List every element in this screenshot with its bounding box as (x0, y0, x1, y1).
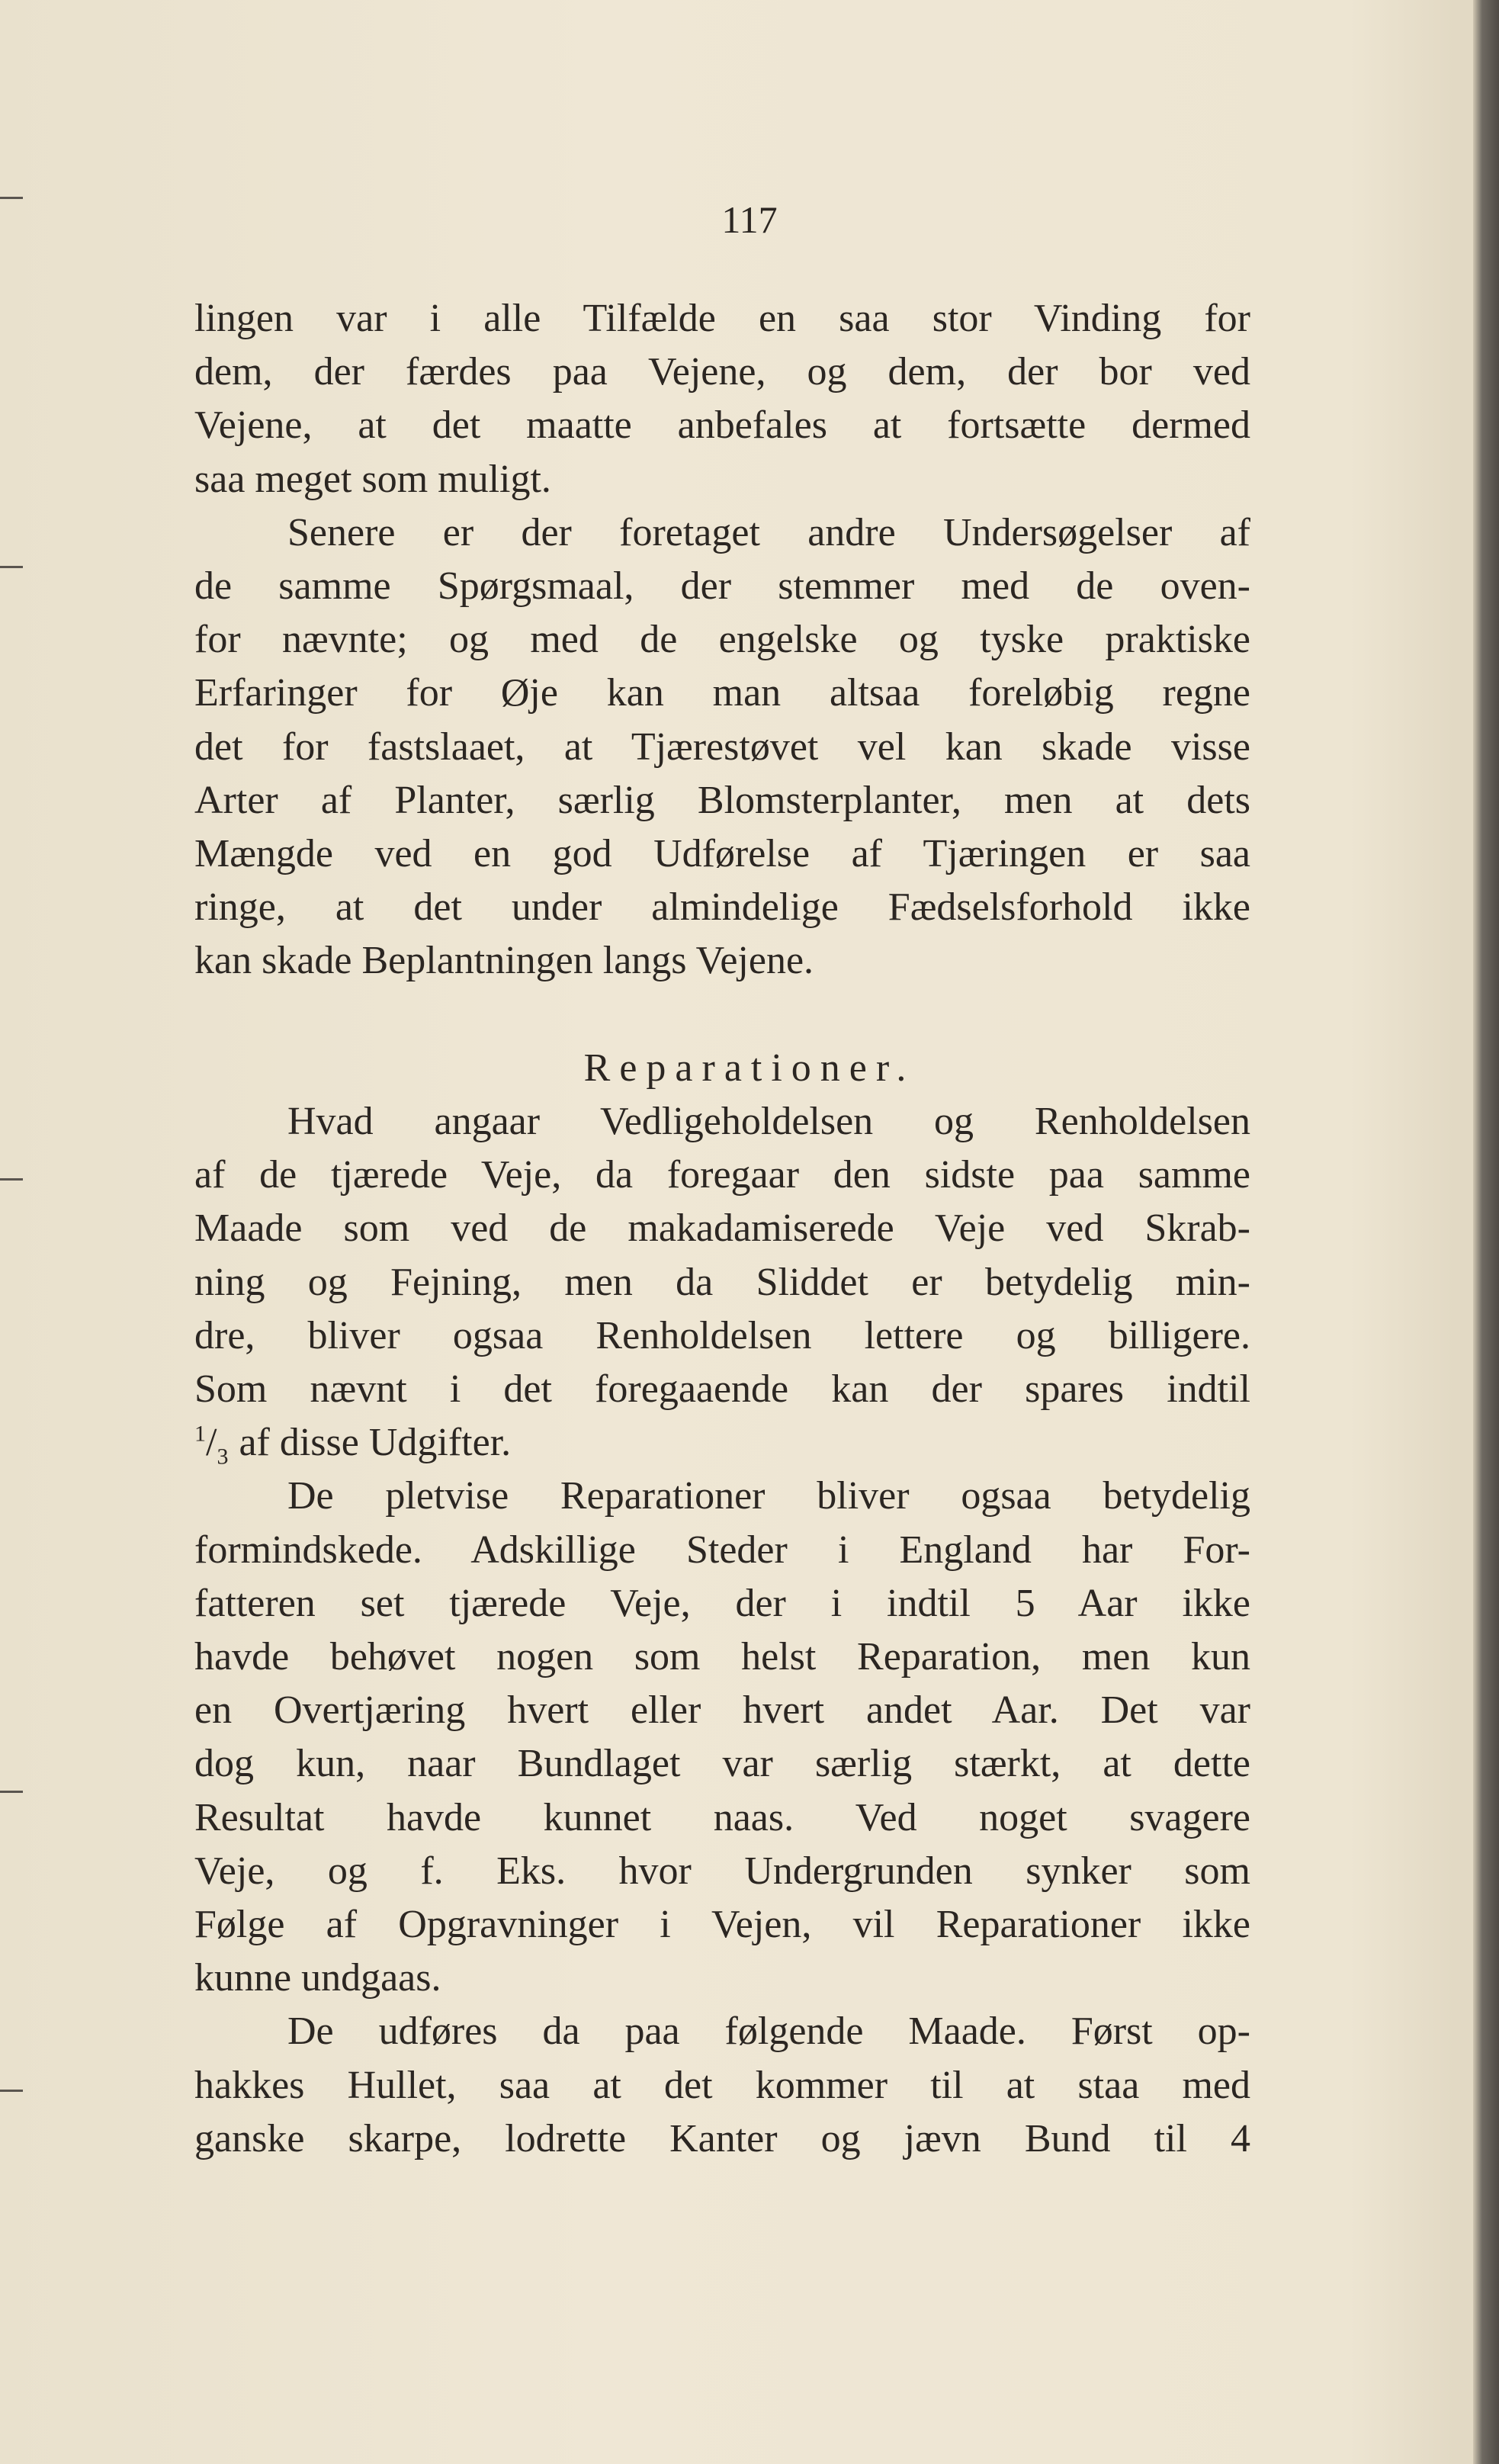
fraction-numerator: 1 (194, 1421, 206, 1447)
text-line: Senere er der foretaget andre Undersøgelser af (287, 510, 1250, 554)
text-line: kan skade Beplantningen langs Vejene. (194, 939, 814, 983)
text-line: af de tjærede Veje, da foregaar den sidste paa samme (194, 1153, 1250, 1197)
text-line: Erfaringer for Øje kan man altsaa foreløbig regne (194, 671, 1250, 715)
text-line: fatteren set tjærede Veje, der i indtil 5 Aar ikke (194, 1581, 1250, 1625)
text-line: kunne undgaas. (194, 1956, 441, 2000)
text-line: ringe, at det under almindelige Fædselsforhold ikke (194, 885, 1250, 930)
text-line: ganske skarpe, lodrette Kanter og jævn Bund til 4 (194, 2116, 1250, 2160)
fraction-slash: / (206, 1421, 217, 1465)
text-line: De pletvise Reparationer bliver ogsaa betydelig (287, 1474, 1250, 1518)
text-line: ning og Fejning, men da Sliddet er betydelig min- (194, 1260, 1250, 1304)
text-line: De udføres da paa følgende Maade. Først op- (287, 2009, 1250, 2054)
text-line: Mængde ved en god Udførelse af Tjæringen er saa (194, 832, 1250, 875)
margin-mark (0, 2090, 23, 2092)
text-line: de samme Spørgsmaal, der stemmer med de oven- (194, 564, 1250, 608)
text-line: Hvad angaar Vedligeholdelsen og Renholdelsen (287, 1100, 1250, 1143)
text-line: for nævnte; og med de engelske og tyske praktiske (194, 618, 1250, 662)
margin-mark (0, 1178, 23, 1181)
text-line: formindskede. Adskillige Steder i England har For- (194, 1528, 1250, 1572)
text-line: hakkes Hullet, saa at det kommer til at staa med (194, 2063, 1250, 2107)
text-line: saa meget som muligt. (194, 457, 551, 501)
text-line: dre, bliver ogsaa Renholdelsen lettere og billigere. (194, 1313, 1250, 1357)
text-line: dog kun, naar Bundlaget var særlig stærkt, at dette (194, 1742, 1250, 1786)
section-heading: Reparationer. (583, 1046, 916, 1090)
text-line: Arter af Planter, særlig Blomsterplanter, men at dets (194, 778, 1250, 822)
page-edge-binding (1473, 0, 1499, 2464)
text-line: dem, der færdes paa Vejene, og dem, der bor ved (194, 350, 1250, 394)
page-number: 117 (721, 198, 778, 241)
fraction-denominator: 3 (217, 1444, 229, 1470)
text-line-content: af disse Udgifter. (239, 1421, 512, 1465)
text-line: det for fastslaaet, at Tjærestøvet vel kan skade visse (194, 724, 1250, 769)
text-line: havde behøvet nogen som helst Reparation, men kun (194, 1635, 1250, 1679)
text-line: en Overtjæring hvert eller hvert andet Aar. Det var (194, 1688, 1250, 1733)
text-line: Vejene, at det maatte anbefales at fortsætte dermed (194, 403, 1250, 448)
text-line: Maade som ved de makadamiserede Veje ved Skrab- (194, 1206, 1250, 1251)
margin-mark (0, 1791, 23, 1793)
margin-mark (0, 566, 23, 568)
text-line: lingen var i alle Tilfælde en saa stor Vinding for (194, 297, 1250, 340)
text-line: Følge af Opgravninger i Vejen, vil Reparationer ikke (194, 1903, 1250, 1946)
text-line: Som nævnt i det foregaaende kan der spares indtil (194, 1367, 1250, 1411)
text-line: Resultat havde kunnet naas. Ved noget svagere (194, 1795, 1250, 1839)
text-line (194, 1416, 1250, 1470)
text-line: Veje, og f. Eks. hvor Undergrunden synker som (194, 1849, 1250, 1893)
